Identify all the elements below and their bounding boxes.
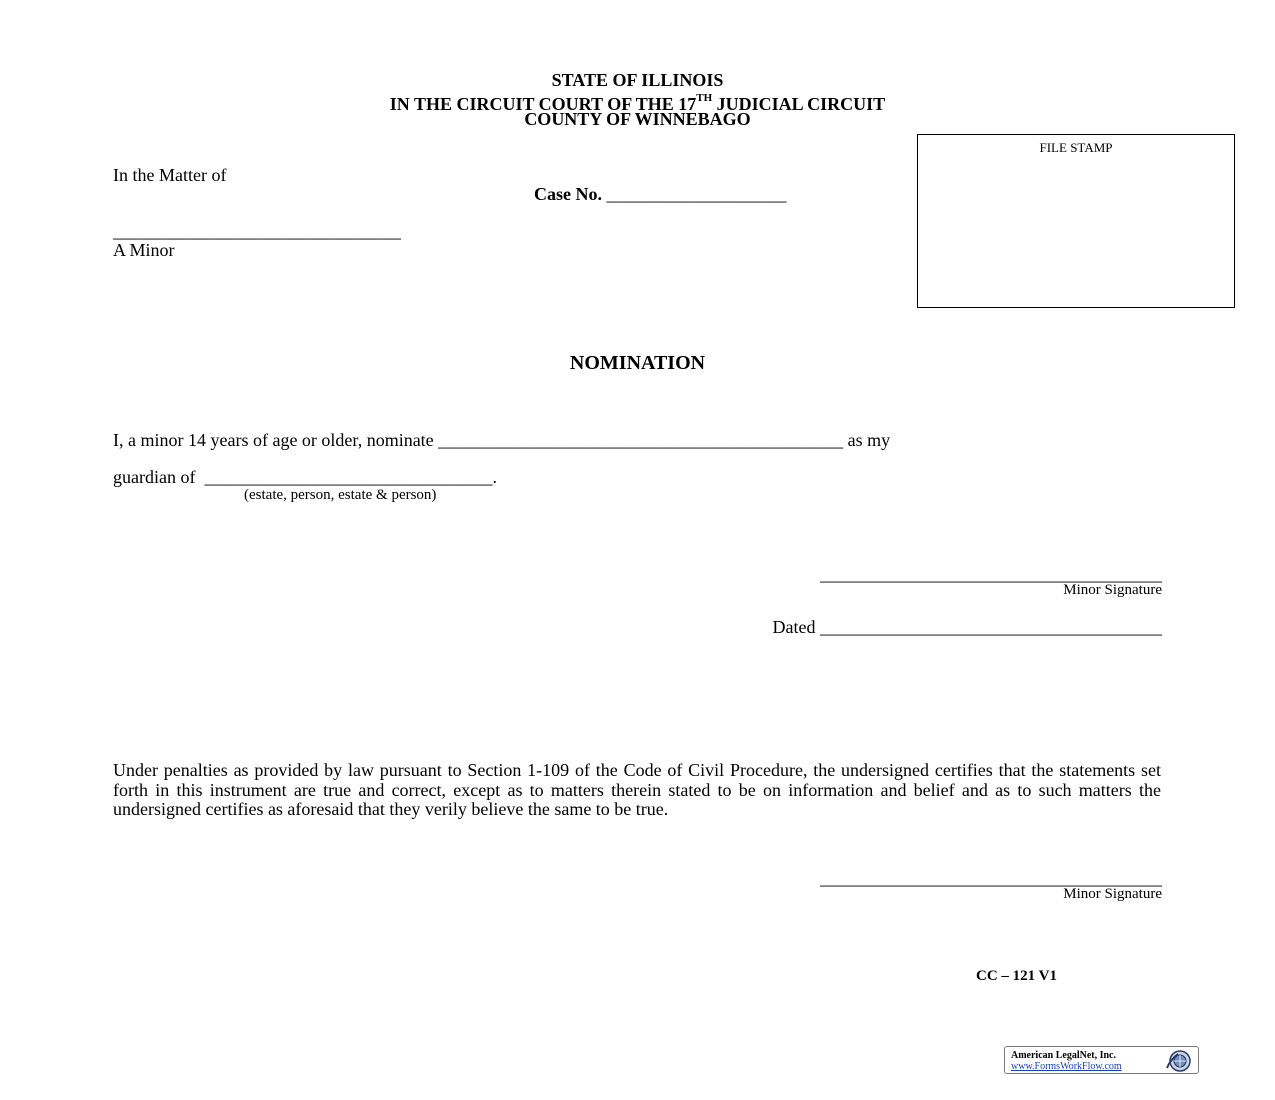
nominee-field[interactable]: _____________________________________________ (438, 430, 844, 450)
guardian-of-label: guardian of (113, 467, 196, 487)
header-court-superscript: TH (696, 92, 713, 104)
dated-line (600, 617, 1162, 638)
header-court-text-end: JUDICIAL CIRCUIT (712, 94, 886, 114)
case-number-field[interactable]: ____________________ (606, 184, 787, 204)
document-title: NOMINATION (569, 352, 706, 374)
case-number (534, 184, 787, 205)
nomination-text-end: as my (847, 430, 891, 450)
file-stamp-box (917, 134, 1235, 308)
logo-company-name: American LegalNet, Inc. (1011, 1050, 1116, 1061)
guardianship-type-field[interactable]: ________________________________. (204, 467, 497, 487)
minor-signature-label: Minor Signature (1063, 582, 1162, 598)
globe-icon (1160, 1048, 1196, 1074)
logo-url-link[interactable]: www.FormsWorkFlow.com (1011, 1061, 1122, 1072)
header-state: STATE OF ILLINOIS (551, 70, 724, 90)
minor-name-field[interactable]: ________________________________ (113, 221, 401, 241)
matter-label: In the Matter of (113, 165, 227, 185)
nomination-line-2 (113, 467, 497, 488)
case-number-label: Case No. (534, 184, 602, 204)
form-id: CC – 121 V1 (976, 968, 1057, 984)
dated-label: Dated (772, 617, 816, 637)
footer-logo[interactable] (1004, 1046, 1199, 1074)
minor-label: A Minor (113, 240, 175, 260)
certification-paragraph: Under penalties as provided by law pursuant to Section 1-109 of the Code of Civil Procedure, the undersigned certifies that the statements set forth in this instrument are true and correct, except as to matters therein stated to be on information and belief and as to such matters the undersigned certifies as aforesaid that they verily believe the same to be true. (113, 760, 1161, 819)
file-stamp-label: FILE STAMP (1039, 140, 1113, 155)
nomination-text: I, a minor 14 years of age or older, nominate (113, 430, 434, 450)
date-field[interactable]: ______________________________________ (820, 617, 1162, 637)
header-county: COUNTY OF WINNEBAGO (524, 109, 751, 129)
minor-signature-field-2[interactable]: ______________________________________ (820, 868, 1162, 888)
nomination-line-1 (113, 430, 890, 451)
header-court-text: IN THE CIRCUIT COURT OF THE 17 (389, 94, 697, 114)
minor-signature-label-2: Minor Signature (1063, 886, 1162, 902)
guardianship-type-hint: (estate, person, estate & person) (244, 487, 437, 503)
minor-signature-field[interactable]: ______________________________________ (820, 564, 1162, 584)
